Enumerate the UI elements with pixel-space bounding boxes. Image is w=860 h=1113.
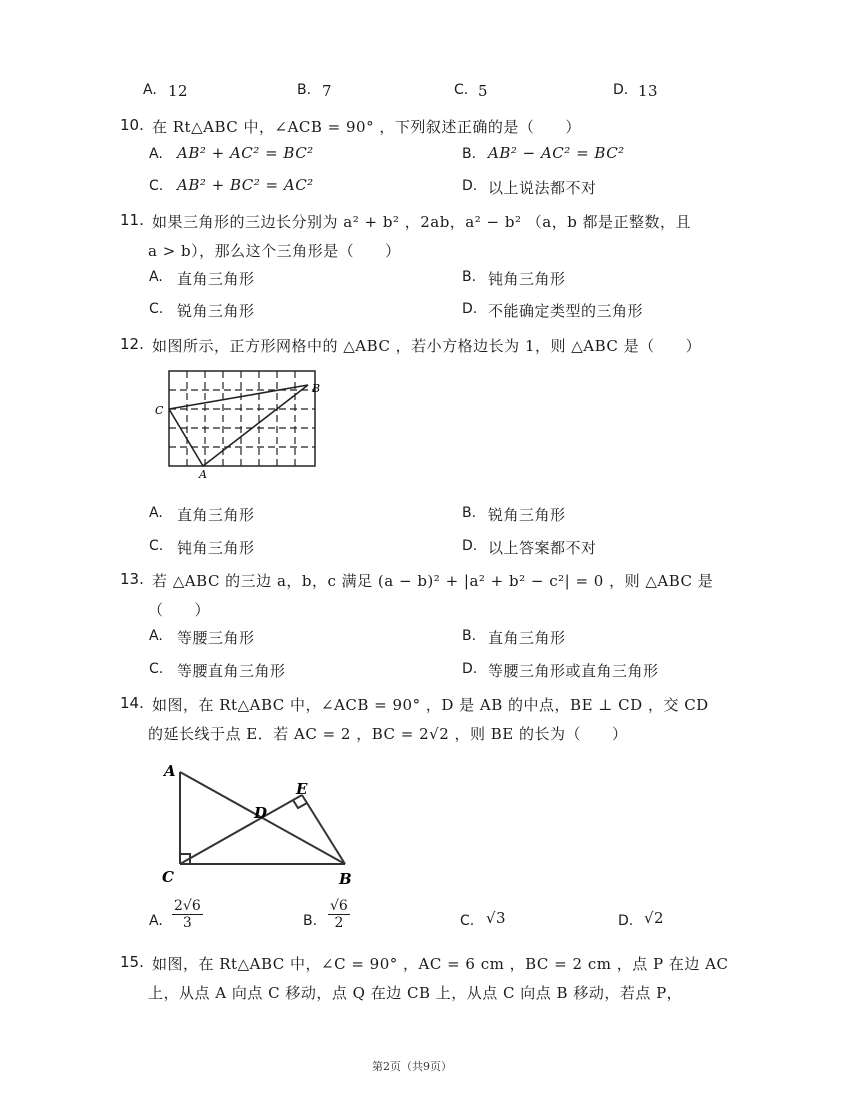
q9-option-d-value: 13	[638, 82, 659, 100]
q11-option-a-label: A.	[149, 269, 163, 285]
q12-stem: 如图所示，正方形网格中的 △ABC ，若小方格边长为 1，则 △ABC 是（ ）	[152, 337, 702, 355]
q12-grid-figure	[150, 362, 330, 484]
q11-stem-line1: 如果三角形的三边长分别为 a² + b² ，2ab，a² − b² （a，b 都是正整数，且	[152, 213, 692, 231]
q15-stem-line2: 上，从点 A 向点 C 移动，点 Q 在边 CB 上，从点 C 向点 B 移动，若点 P，	[148, 984, 683, 1002]
q9-option-c-value: 5	[478, 82, 489, 100]
q10-option-b-label: B.	[462, 146, 477, 162]
q14-option-b-numerator: √6	[330, 898, 348, 914]
q13-number: 13.	[120, 570, 144, 588]
q11-stem-line2: a > b），那么这个三角形是（ ）	[148, 242, 401, 260]
q14-option-a-label: A.	[149, 913, 163, 929]
q14-option-a-denominator: 3	[182, 915, 192, 931]
q12-option-d-text: 以上答案都不对	[488, 539, 597, 557]
q9-option-c-label: C.	[454, 82, 469, 98]
q14-stem-line1: 如图，在 Rt△ABC 中，∠ACB = 90° ，D 是 AB 的中点，BE ⊥ CD ，交 CD	[152, 696, 709, 714]
q14-fig-label-a: A	[164, 762, 176, 780]
q14-fig-label-d: D	[254, 804, 268, 822]
q10-stem: 在 Rt△ABC 中，∠ACB = 90° ，下列叙述正确的是（ ）	[152, 118, 581, 136]
q10-option-c-text: AB² + BC² = AC²	[177, 176, 314, 194]
q13-option-b-label: B.	[462, 628, 477, 644]
q14-fig-label-c: C	[162, 868, 174, 886]
q11-option-b-label: B.	[462, 269, 477, 285]
q14-option-d-text: √2	[644, 909, 665, 927]
q14-option-d-label: D.	[618, 913, 634, 929]
q12-option-d-label: D.	[462, 538, 478, 554]
q10-option-d-text: 以上说法都不对	[488, 179, 597, 197]
q12-number: 12.	[120, 335, 144, 353]
q12-option-a-text: 直角三角形	[177, 506, 255, 524]
q14-option-b-denominator: 2	[334, 915, 344, 931]
q11-option-b-text: 钝角三角形	[488, 270, 566, 288]
q11-option-c-text: 锐角三角形	[177, 302, 255, 320]
q13-stem-line2: （ ）	[148, 601, 211, 619]
q11-option-d-label: D.	[462, 301, 478, 317]
q9-option-a-value: 12	[168, 82, 189, 100]
q12-option-c-text: 钝角三角形	[177, 539, 255, 557]
q9-option-d-label: D.	[613, 82, 629, 98]
q13-option-b-text: 直角三角形	[488, 629, 566, 647]
q12-fig-label-a: A	[199, 468, 207, 481]
q10-option-c-label: C.	[149, 178, 164, 194]
q13-option-c-label: C.	[149, 661, 164, 677]
q11-number: 11.	[120, 211, 144, 229]
q14-triangle-figure	[150, 752, 365, 892]
q14-option-a-numerator: 2√6	[174, 898, 201, 914]
q14-option-b-fraction	[328, 898, 350, 931]
q11-option-d-text: 不能确定类型的三角形	[488, 302, 644, 320]
q12-option-a-label: A.	[149, 505, 163, 521]
q12-option-b-label: B.	[462, 505, 477, 521]
q13-option-d-label: D.	[462, 661, 478, 677]
q14-number: 14.	[120, 694, 144, 712]
q12-triangle-abc	[169, 385, 308, 466]
q11-option-c-label: C.	[149, 301, 164, 317]
q15-stem-line1: 如图，在 Rt△ABC 中，∠C = 90° ，AC = 6 cm ，BC = 2 cm ，点 P 在边 AC	[152, 955, 729, 973]
q15-number: 15.	[120, 953, 144, 971]
q10-option-a-text: AB² + AC² = BC²	[177, 144, 314, 162]
q13-option-c-text: 等腰直角三角形	[177, 662, 286, 680]
page-footer: 第2页（共9页）	[372, 1060, 452, 1073]
q10-option-d-label: D.	[462, 178, 478, 194]
q9-option-b-label: B.	[297, 82, 312, 98]
q14-option-a-fraction	[172, 898, 203, 931]
q10-number: 10.	[120, 116, 144, 134]
q11-option-a-text: 直角三角形	[177, 270, 255, 288]
q14-option-c-label: C.	[460, 913, 475, 929]
q12-fig-label-b: B	[312, 382, 321, 395]
q10-option-b-text: AB² − AC² = BC²	[488, 144, 625, 162]
q10-option-a-label: A.	[149, 146, 163, 162]
q12-fig-label-c: C	[155, 404, 164, 417]
q14-fig-label-e: E	[296, 780, 308, 798]
q9-option-a-label: A.	[143, 82, 157, 98]
q13-option-a-label: A.	[149, 628, 163, 644]
q13-stem-line1: 若 △ABC 的三边 a，b，c 满足 (a − b)² + |a² + b² − c²| = 0 ，则 △ABC 是	[152, 572, 714, 590]
q14-stem-line2: 的延长线于点 E．若 AC = 2 ，BC = 2√2 ，则 BE 的长为（ ）	[148, 725, 628, 743]
q14-fig-label-b: B	[339, 870, 352, 888]
q12-option-c-label: C.	[149, 538, 164, 554]
q12-option-b-text: 锐角三角形	[488, 506, 566, 524]
q13-option-a-text: 等腰三角形	[177, 629, 255, 647]
q14-option-b-label: B.	[303, 913, 318, 929]
q14-option-c-text: √3	[486, 909, 507, 927]
q9-option-b-value: 7	[322, 82, 333, 100]
q13-option-d-text: 等腰三角形或直角三角形	[488, 662, 659, 680]
